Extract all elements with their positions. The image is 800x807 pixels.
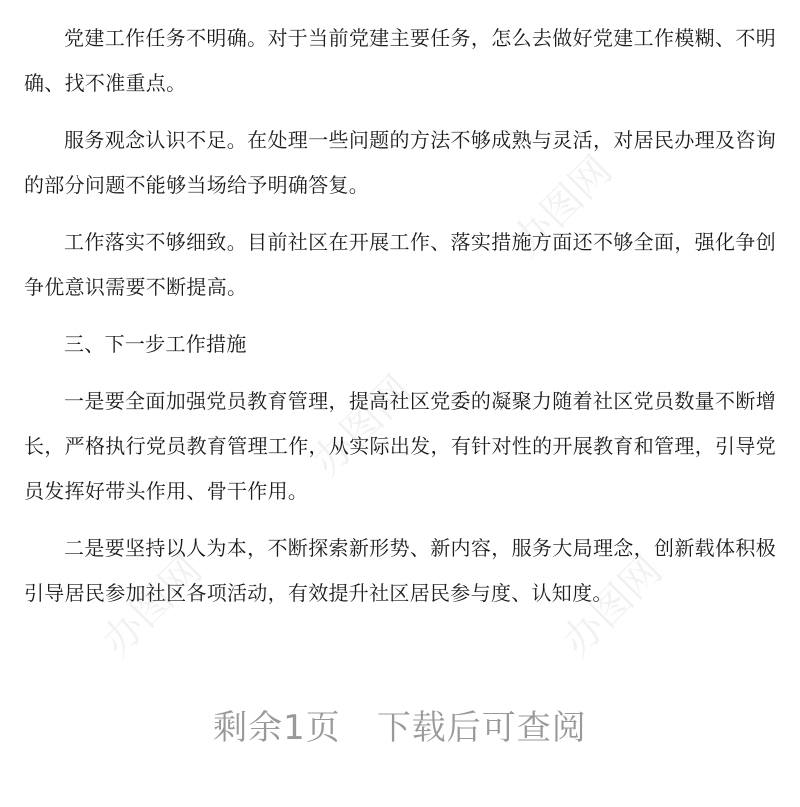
download-to-view-button[interactable] <box>0 700 800 749</box>
paragraph-service-awareness: 服务观念认识不足。在处理一些问题的方法不够成熟与灵活，对居民办理及咨询的部分问题不能够当场给予明确答复。 <box>24 128 776 197</box>
paragraph-measure-two: 二是要坚持以人为本，不断探索新形势、新内容，服务大局理念，创新载体积极引导居民参加社区各项活动，有效提升社区居民参与度、认知度。 <box>24 536 776 605</box>
remaining-pages-label: 剩余1页 <box>213 708 341 748</box>
watermark: 办图网 <box>303 367 422 485</box>
paragraph-measure-one: 一是要全面加强党员教育管理，提高社区党委的凝聚力随着社区党员数量不断增长，严格执行党员教育管理工作，从实际出发，有针对性的开展教育和管理，引导党员发挥好带头作用、骨干作用。 <box>24 389 776 503</box>
watermark: 办图网 <box>503 147 622 265</box>
paragraph-task-unclear: 党建工作任务不明确。对于当前党建主要任务，怎么去做好党建工作模糊、不明确、找不准重点。 <box>24 26 776 95</box>
section-heading: 三、下一步工作措施 <box>64 332 247 356</box>
watermark: 办图网 <box>553 547 672 665</box>
document-body <box>24 16 776 628</box>
watermark: 办图网 <box>93 547 212 665</box>
paragraph-work-implementation: 工作落实不够细致。目前社区在开展工作、落实措施方面还不够全面，强化争创争优意识需要不断提高。 <box>24 230 776 299</box>
download-label: 下载后可查阅 <box>376 708 587 748</box>
